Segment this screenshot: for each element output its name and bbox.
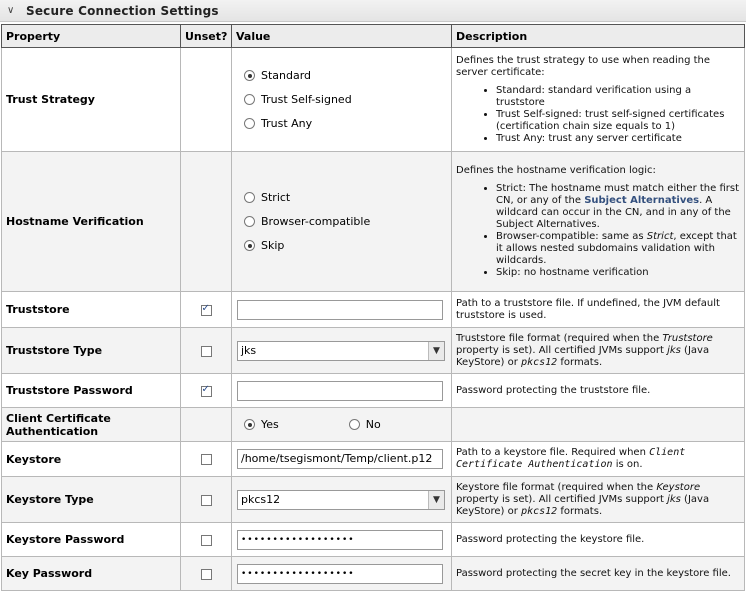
keystore-description <box>452 442 745 477</box>
row-hostname-verification <box>2 152 745 292</box>
list-item: • Standard: standard verification using a truststore <box>496 85 740 109</box>
radio-skip-label: Skip <box>261 239 285 252</box>
client-cert-auth-description <box>452 408 745 442</box>
keystore-label: Keystore <box>2 442 181 477</box>
keystore-unset-checkbox[interactable] <box>201 454 212 465</box>
radio-browser-compatible-icon[interactable] <box>244 216 255 227</box>
keystore-password-input[interactable]: •••••••••••••••••• <box>237 530 443 550</box>
radio-trust-any[interactable] <box>244 112 451 136</box>
keystore-input[interactable]: /home/tsegismont/Temp/client.p12 <box>237 449 443 469</box>
truststore-password-input[interactable] <box>237 381 443 401</box>
truststore-input[interactable] <box>237 300 443 320</box>
desc-text: (Java KeyStore) or <box>456 344 710 368</box>
truststore-type-unset-cell <box>181 328 232 374</box>
keystore-password-value-cell <box>232 523 452 557</box>
desc-emphasis: jks <box>667 493 681 505</box>
truststore-label: Truststore <box>2 292 181 328</box>
keystore-password-label: Keystore Password <box>2 523 181 557</box>
trust-strategy-value-cell <box>232 48 452 152</box>
keystore-type-unset-cell <box>181 477 232 523</box>
key-password-unset-cell <box>181 557 232 591</box>
trust-strategy-desc-list <box>456 85 740 145</box>
trust-strategy-unset-cell <box>181 48 232 152</box>
row-truststore-password <box>2 374 745 408</box>
radio-standard-label: Standard <box>261 69 312 82</box>
keystore-type-unset-checkbox[interactable] <box>201 495 212 506</box>
keystore-type-selected-value: pkcs12 <box>241 492 281 506</box>
radio-strict-label: Strict <box>261 191 291 204</box>
hostname-verification-value-cell <box>232 152 452 292</box>
desc-text: . A wildcard can occur in the CN, and in any of the Subject Alternatives. <box>496 194 731 230</box>
key-password-value-cell <box>232 557 452 591</box>
client-cert-auth-label: Client Certificate Authentication <box>2 408 181 442</box>
desc-code: pkcs12 <box>521 356 558 368</box>
radio-no-label: No <box>365 418 381 431</box>
truststore-type-unset-checkbox[interactable] <box>201 346 212 357</box>
desc-text: formats. <box>557 505 603 517</box>
truststore-password-value-cell <box>232 374 452 408</box>
desc-emphasis: Strict <box>646 230 674 242</box>
keystore-type-value-cell <box>232 477 452 523</box>
keystore-password-description: Password protecting the keystore file. <box>452 523 745 557</box>
key-password-unset-checkbox[interactable] <box>201 569 212 580</box>
row-truststore-type <box>2 328 745 374</box>
client-cert-auth-value-cell <box>232 408 452 442</box>
radio-no[interactable] <box>349 413 381 437</box>
row-keystore-type <box>2 477 745 523</box>
radio-yes[interactable] <box>244 413 279 437</box>
column-header-description: Description <box>452 25 745 48</box>
keystore-type-description <box>452 477 745 523</box>
radio-no-icon[interactable] <box>349 419 360 430</box>
truststore-value-cell <box>232 292 452 328</box>
radio-yes-icon[interactable] <box>244 419 255 430</box>
list-item <box>496 183 740 231</box>
radio-browser-compatible-label: Browser-compatible <box>261 215 371 228</box>
radio-skip-icon[interactable] <box>244 240 255 251</box>
radio-trust-any-label: Trust Any <box>261 117 313 130</box>
radio-trust-self-signed-icon[interactable] <box>244 94 255 105</box>
desc-text: Path to a keystore file. Required when <box>456 447 650 458</box>
key-password-description: Password protecting the secret key in the keystore file. <box>452 557 745 591</box>
radio-skip[interactable] <box>244 234 451 258</box>
desc-emphasis: Truststore <box>662 332 713 344</box>
list-item: • Skip: no hostname verification <box>496 267 740 279</box>
keystore-password-unset-checkbox[interactable] <box>201 535 212 546</box>
hostname-desc-list <box>456 183 740 279</box>
truststore-description: Path to a truststore file. If undefined, the JVM default truststore is used. <box>452 292 745 328</box>
radio-standard-icon[interactable] <box>244 70 255 81</box>
keystore-type-select[interactable] <box>237 490 445 510</box>
keystore-unset-cell <box>181 442 232 477</box>
desc-text: property is set). All certified JVMs support <box>456 344 668 356</box>
truststore-type-description <box>452 328 745 374</box>
desc-text: , except that it allows nested subdomains validation with wildcards. <box>496 230 737 266</box>
radio-browser-compatible[interactable] <box>244 210 451 234</box>
desc-text: formats. <box>557 356 603 368</box>
desc-text: Truststore file format (required when the <box>456 332 663 344</box>
radio-strict-icon[interactable] <box>244 192 255 203</box>
row-keystore <box>2 442 745 477</box>
truststore-type-select[interactable] <box>237 341 445 361</box>
hostname-desc-intro: Defines the hostname verification logic: <box>456 164 656 176</box>
trust-strategy-description <box>452 48 745 152</box>
section-header[interactable] <box>0 0 746 22</box>
desc-text: property is set). All certified JVMs support <box>456 493 668 505</box>
keystore-value-cell <box>232 442 452 477</box>
column-header-value: Value <box>232 25 452 48</box>
keystore-type-label: Keystore Type <box>2 477 181 523</box>
desc-code: Client Certificate Authentication <box>456 447 686 470</box>
hostname-verification-unset-cell <box>181 152 232 292</box>
trust-strategy-label: Trust Strategy <box>2 48 181 152</box>
truststore-type-value-cell <box>232 328 452 374</box>
collapse-chevron-icon[interactable]: ∨ <box>7 5 15 16</box>
truststore-type-label: Truststore Type <box>2 328 181 374</box>
list-item: • Trust Any: trust any server certificate <box>496 133 740 145</box>
truststore-type-selected-value: jks <box>241 343 257 357</box>
settings-table <box>1 24 745 591</box>
row-trust-strategy <box>2 48 745 152</box>
client-cert-auth-unset-cell <box>181 408 232 442</box>
list-item: • Trust Self-signed: trust self-signed certificates (certification chain size equals to 1) <box>496 109 740 133</box>
row-client-cert-auth <box>2 408 745 442</box>
truststore-password-description: Password protecting the truststore file. <box>452 374 745 408</box>
chevron-down-icon[interactable]: ▼ <box>428 342 444 360</box>
column-header-unset: Unset? <box>181 25 232 48</box>
truststore-unset-checkbox[interactable] <box>201 305 212 316</box>
desc-text: (Java KeyStore) or <box>456 493 710 517</box>
truststore-password-label: Truststore Password <box>2 374 181 408</box>
radio-strict[interactable] <box>244 186 451 210</box>
list-item <box>496 231 740 267</box>
subject-alternatives-link[interactable]: Subject Alternatives <box>584 194 700 206</box>
key-password-input[interactable]: •••••••••••••••••• <box>237 564 443 584</box>
desc-text: Keystore file format (required when the <box>456 481 657 493</box>
desc-code: pkcs12 <box>521 505 558 517</box>
desc-emphasis: Keystore <box>656 481 701 493</box>
radio-standard[interactable] <box>244 64 451 88</box>
desc-text: is on. <box>612 459 643 470</box>
trust-strategy-desc-intro: Defines the trust strategy to use when reading the server certificate: <box>456 54 711 78</box>
row-truststore <box>2 292 745 328</box>
hostname-verification-description <box>452 152 745 292</box>
desc-emphasis: jks <box>667 344 681 356</box>
radio-trust-self-signed-label: Trust Self-signed <box>261 93 352 106</box>
radio-trust-any-icon[interactable] <box>244 118 255 129</box>
truststore-unset-cell <box>181 292 232 328</box>
hostname-verification-label: Hostname Verification <box>2 152 181 292</box>
truststore-password-unset-checkbox[interactable] <box>201 386 212 397</box>
truststore-password-unset-cell <box>181 374 232 408</box>
radio-trust-self-signed[interactable] <box>244 88 451 112</box>
radio-yes-label: Yes <box>261 418 279 431</box>
row-keystore-password <box>2 523 745 557</box>
row-key-password <box>2 557 745 591</box>
section-title: Secure Connection Settings <box>26 4 219 18</box>
chevron-down-icon[interactable]: ▼ <box>428 491 444 509</box>
column-header-property: Property <box>2 25 181 48</box>
keystore-password-unset-cell <box>181 523 232 557</box>
desc-text: Strict: The hostname must match either the first CN, or any of the <box>496 182 739 206</box>
key-password-label: Key Password <box>2 557 181 591</box>
desc-text: Browser-compatible: same as <box>496 230 647 242</box>
